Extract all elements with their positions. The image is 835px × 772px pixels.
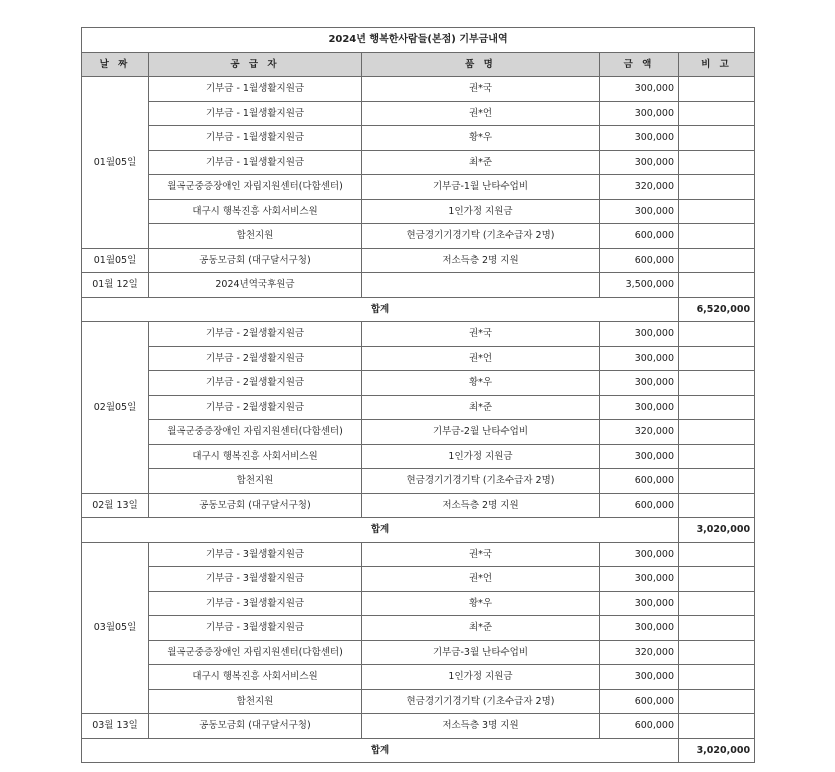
item-cell: 1인가정 지원금 — [362, 444, 600, 469]
item-cell: 저소득층 2명 지원 — [362, 248, 600, 273]
amount-cell: 600,000 — [600, 469, 679, 494]
table-row — [82, 322, 755, 347]
item-cell: 1인가정 지원금 — [362, 665, 600, 690]
amount-cell: 600,000 — [600, 714, 679, 739]
note-cell — [679, 371, 755, 396]
table-row — [82, 665, 755, 690]
item-cell: 기부금-3월 난타수업비 — [362, 640, 600, 665]
note-cell — [679, 493, 755, 518]
subtotal-label: 합계 — [82, 738, 679, 763]
date-cell: 03월05일 — [82, 542, 149, 714]
amount-cell: 300,000 — [600, 542, 679, 567]
item-cell: 저소득층 3명 지원 — [362, 714, 600, 739]
date-cell: 01월05일 — [82, 77, 149, 249]
supplier-cell: 공동모금회 (대구달서구청) — [149, 714, 362, 739]
table-row — [82, 689, 755, 714]
supplier-cell: 합천지원 — [149, 689, 362, 714]
table-row — [82, 444, 755, 469]
subtotal-row — [82, 738, 755, 763]
title-row — [82, 28, 755, 53]
table-row — [82, 150, 755, 175]
amount-cell: 300,000 — [600, 371, 679, 396]
header-item: 품 명 — [362, 52, 600, 77]
table-row — [82, 420, 755, 445]
note-cell — [679, 591, 755, 616]
table-row — [82, 640, 755, 665]
amount-cell: 300,000 — [600, 665, 679, 690]
note-cell — [679, 469, 755, 494]
item-cell: 현금경기기경기탁 (기초수급자 2명) — [362, 224, 600, 249]
item-cell: 현금경기기경기탁 (기초수급자 2명) — [362, 469, 600, 494]
date-cell: 03월 13일 — [82, 714, 149, 739]
amount-cell: 300,000 — [600, 591, 679, 616]
item-cell: 최*준 — [362, 150, 600, 175]
date-cell: 01월05일 — [82, 248, 149, 273]
amount-cell: 300,000 — [600, 126, 679, 151]
amount-cell: 300,000 — [600, 616, 679, 641]
note-cell — [679, 126, 755, 151]
supplier-cell: 2024년역국후원금 — [149, 273, 362, 298]
supplier-cell: 월곡군중증장애인 자립지원센터(다함센터) — [149, 420, 362, 445]
amount-cell: 320,000 — [600, 420, 679, 445]
supplier-cell: 월곡군중증장애인 자립지원센터(다함센터) — [149, 175, 362, 200]
table-row — [82, 542, 755, 567]
amount-cell: 300,000 — [600, 322, 679, 347]
table-row — [82, 346, 755, 371]
item-cell: 권*언 — [362, 346, 600, 371]
supplier-cell: 기부금 - 1월생활지원금 — [149, 101, 362, 126]
table-row — [82, 567, 755, 592]
date-cell: 02월 13일 — [82, 493, 149, 518]
subtotal-amount: 3,020,000 — [679, 518, 755, 543]
supplier-cell: 합천지원 — [149, 469, 362, 494]
date-cell: 02월05일 — [82, 322, 149, 494]
item-cell: 현금경기기경기탁 (기초수급자 2명) — [362, 689, 600, 714]
table-title: 2024년 행복한사람들(본점) 기부금내역 — [82, 28, 755, 53]
note-cell — [679, 150, 755, 175]
amount-cell: 300,000 — [600, 567, 679, 592]
note-cell — [679, 616, 755, 641]
supplier-cell: 월곡군중증장애인 자립지원센터(다함센터) — [149, 640, 362, 665]
table-row — [82, 591, 755, 616]
note-cell — [679, 420, 755, 445]
note-cell — [679, 248, 755, 273]
amount-cell: 300,000 — [600, 395, 679, 420]
supplier-cell: 기부금 - 3월생활지원금 — [149, 542, 362, 567]
note-cell — [679, 101, 755, 126]
item-cell: 저소득층 2명 지원 — [362, 493, 600, 518]
table-row — [82, 493, 755, 518]
table-row — [82, 248, 755, 273]
item-cell: 권*언 — [362, 101, 600, 126]
supplier-cell: 기부금 - 2월생활지원금 — [149, 395, 362, 420]
note-cell — [679, 199, 755, 224]
note-cell — [679, 175, 755, 200]
supplier-cell: 공동모금회 (대구달서구청) — [149, 248, 362, 273]
date-cell: 01월 12일 — [82, 273, 149, 298]
supplier-cell: 기부금 - 3월생활지원금 — [149, 567, 362, 592]
subtotal-row — [82, 297, 755, 322]
supplier-cell: 대구시 행복진흥 사회서비스원 — [149, 665, 362, 690]
table-row — [82, 224, 755, 249]
amount-cell: 300,000 — [600, 444, 679, 469]
item-cell: 황*우 — [362, 371, 600, 396]
supplier-cell: 기부금 - 1월생활지원금 — [149, 150, 362, 175]
header-supplier: 공 급 자 — [149, 52, 362, 77]
amount-cell: 600,000 — [600, 493, 679, 518]
subtotal-label: 합계 — [82, 297, 679, 322]
table-row — [82, 469, 755, 494]
supplier-cell: 기부금 - 3월생활지원금 — [149, 616, 362, 641]
amount-cell: 600,000 — [600, 224, 679, 249]
amount-cell: 600,000 — [600, 689, 679, 714]
table-row — [82, 77, 755, 102]
item-cell: 권*국 — [362, 77, 600, 102]
note-cell — [679, 444, 755, 469]
header-amount: 금 액 — [600, 52, 679, 77]
item-cell: 기부금-2월 난타수업비 — [362, 420, 600, 445]
item-cell: 기부금-1월 난타수업비 — [362, 175, 600, 200]
subtotal-amount: 3,020,000 — [679, 738, 755, 763]
table-row — [82, 273, 755, 298]
note-cell — [679, 395, 755, 420]
item-cell: 최*준 — [362, 395, 600, 420]
amount-cell: 300,000 — [600, 101, 679, 126]
donation-table-body — [82, 28, 755, 763]
item-cell: 1인가정 지원금 — [362, 199, 600, 224]
note-cell — [679, 346, 755, 371]
amount-cell: 300,000 — [600, 77, 679, 102]
supplier-cell: 대구시 행복진흥 사회서비스원 — [149, 444, 362, 469]
amount-cell: 300,000 — [600, 346, 679, 371]
note-cell — [679, 714, 755, 739]
amount-cell: 3,500,000 — [600, 273, 679, 298]
amount-cell: 320,000 — [600, 640, 679, 665]
note-cell — [679, 273, 755, 298]
supplier-cell: 대구시 행복진흥 사회서비스원 — [149, 199, 362, 224]
item-cell — [362, 273, 600, 298]
subtotal-row — [82, 518, 755, 543]
table-row — [82, 199, 755, 224]
note-cell — [679, 665, 755, 690]
table-row — [82, 175, 755, 200]
note-cell — [679, 640, 755, 665]
supplier-cell: 합천지원 — [149, 224, 362, 249]
amount-cell: 300,000 — [600, 150, 679, 175]
donation-table — [81, 27, 755, 763]
note-cell — [679, 689, 755, 714]
supplier-cell: 기부금 - 2월생활지원금 — [149, 371, 362, 396]
supplier-cell: 기부금 - 1월생활지원금 — [149, 126, 362, 151]
note-cell — [679, 542, 755, 567]
item-cell: 권*국 — [362, 542, 600, 567]
subtotal-label: 합계 — [82, 518, 679, 543]
supplier-cell: 기부금 - 3월생활지원금 — [149, 591, 362, 616]
item-cell: 황*우 — [362, 126, 600, 151]
item-cell: 최*준 — [362, 616, 600, 641]
note-cell — [679, 77, 755, 102]
supplier-cell: 공동모금회 (대구달서구청) — [149, 493, 362, 518]
note-cell — [679, 224, 755, 249]
table-row — [82, 714, 755, 739]
note-cell — [679, 567, 755, 592]
supplier-cell: 기부금 - 2월생활지원금 — [149, 322, 362, 347]
amount-cell: 320,000 — [600, 175, 679, 200]
subtotal-amount: 6,520,000 — [679, 297, 755, 322]
amount-cell: 600,000 — [600, 248, 679, 273]
item-cell: 황*우 — [362, 591, 600, 616]
item-cell: 권*국 — [362, 322, 600, 347]
header-row — [82, 52, 755, 77]
table-row — [82, 395, 755, 420]
supplier-cell: 기부금 - 2월생활지원금 — [149, 346, 362, 371]
table-row — [82, 371, 755, 396]
supplier-cell: 기부금 - 1월생활지원금 — [149, 77, 362, 102]
header-date: 날 짜 — [82, 52, 149, 77]
note-cell — [679, 322, 755, 347]
amount-cell: 300,000 — [600, 199, 679, 224]
table-row — [82, 616, 755, 641]
header-note: 비 고 — [679, 52, 755, 77]
table-row — [82, 126, 755, 151]
item-cell: 권*언 — [362, 567, 600, 592]
table-row — [82, 101, 755, 126]
